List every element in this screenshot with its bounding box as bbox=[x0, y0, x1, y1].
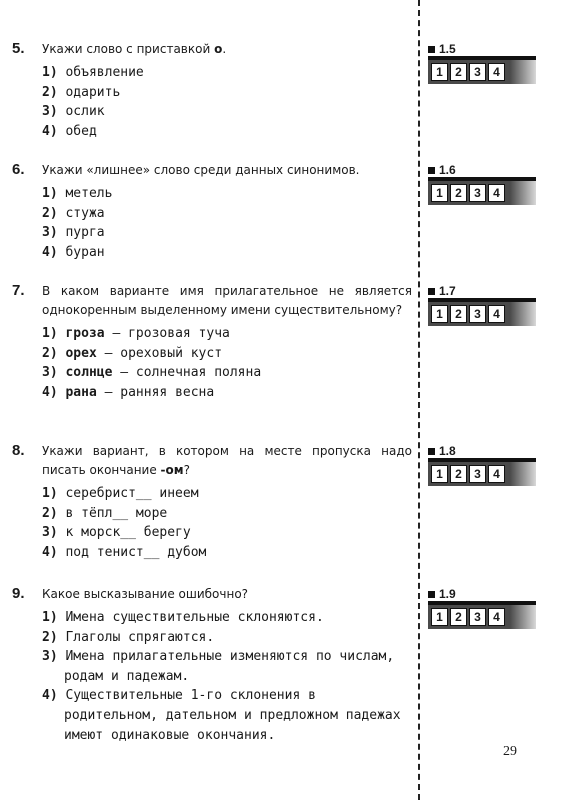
answer-label: 1.6 bbox=[439, 163, 456, 177]
question-9 bbox=[12, 585, 412, 745]
answer-option-2[interactable]: 2 bbox=[450, 305, 467, 323]
answer-option-2[interactable]: 2 bbox=[450, 608, 467, 626]
answer-options bbox=[428, 181, 536, 205]
question-number: 9. bbox=[12, 585, 25, 602]
answer-option-3[interactable]: 3 bbox=[469, 63, 486, 81]
answer-option-4[interactable]: 4 bbox=[488, 608, 505, 626]
option: 3) ослик bbox=[42, 104, 105, 120]
option: 3) Имена прилагательные изменяются по числам, родам и падежам. bbox=[42, 649, 395, 684]
answer-label: 1.9 bbox=[439, 587, 456, 601]
options-list bbox=[42, 63, 412, 141]
answer-options bbox=[428, 462, 536, 486]
answer-block-1-7 bbox=[428, 284, 536, 326]
answer-block-1-9 bbox=[428, 587, 536, 629]
option: 4) обед bbox=[42, 123, 97, 139]
answer-option-1[interactable]: 1 bbox=[431, 63, 448, 81]
option: 1) Имена существительные склоняются. bbox=[42, 610, 324, 625]
options-list bbox=[42, 608, 412, 745]
question-number: 6. bbox=[12, 161, 25, 178]
answer-options bbox=[428, 605, 536, 629]
option: 4) рана — ранняя весна bbox=[42, 384, 215, 400]
question-7 bbox=[12, 282, 412, 402]
answer-option-4[interactable]: 4 bbox=[488, 305, 505, 323]
option: 3) пурга bbox=[42, 225, 105, 241]
option: 4) буран bbox=[42, 244, 105, 260]
answer-options bbox=[428, 60, 536, 84]
square-bullet-icon bbox=[428, 591, 435, 598]
question-number: 5. bbox=[12, 40, 25, 57]
option: 2) орех — ореховый куст bbox=[42, 345, 223, 361]
answer-option-1[interactable]: 1 bbox=[431, 465, 448, 483]
option: 1) метель bbox=[42, 186, 113, 201]
answer-option-2[interactable]: 2 bbox=[450, 184, 467, 202]
square-bullet-icon bbox=[428, 167, 435, 174]
answer-option-1[interactable]: 1 bbox=[431, 305, 448, 323]
answer-option-4[interactable]: 4 bbox=[488, 63, 505, 81]
answer-option-2[interactable]: 2 bbox=[450, 465, 467, 483]
question-5 bbox=[12, 40, 412, 141]
option: 1) объявление bbox=[42, 65, 144, 80]
answer-block-1-8 bbox=[428, 444, 536, 486]
option: 1) гроза — грозовая туча bbox=[42, 326, 230, 341]
answer-option-3[interactable]: 3 bbox=[469, 608, 486, 626]
answer-block-1-6 bbox=[428, 163, 536, 205]
option: 3) солнце — солнечная поляна bbox=[42, 365, 262, 381]
answer-option-1[interactable]: 1 bbox=[431, 608, 448, 626]
options-list bbox=[42, 484, 412, 562]
answer-option-2[interactable]: 2 bbox=[450, 63, 467, 81]
answer-option-4[interactable]: 4 bbox=[488, 184, 505, 202]
option: 2) стужа bbox=[42, 205, 105, 221]
option: 1) серебрист__ инеем bbox=[42, 486, 199, 501]
question-6 bbox=[12, 161, 412, 262]
answer-label: 1.5 bbox=[439, 42, 456, 56]
question-text: Укажи «лишнее» слово среди данных синонимов. bbox=[42, 163, 360, 177]
square-bullet-icon bbox=[428, 448, 435, 455]
cut-line bbox=[418, 0, 420, 800]
answer-option-3[interactable]: 3 bbox=[469, 184, 486, 202]
answer-block-1-5 bbox=[428, 42, 536, 84]
answer-option-1[interactable]: 1 bbox=[431, 184, 448, 202]
question-number: 7. bbox=[12, 282, 25, 299]
answer-options bbox=[428, 302, 536, 326]
answer-option-4[interactable]: 4 bbox=[488, 465, 505, 483]
answer-option-3[interactable]: 3 bbox=[469, 305, 486, 323]
answer-label: 1.7 bbox=[439, 284, 456, 298]
option: 4) Существительные 1-го склонения в родительном, дательном и предложном падежах имеют одинаковые окончания. bbox=[42, 688, 401, 743]
option: 4) под тенист__ дубом bbox=[42, 544, 207, 560]
question-text: В каком варианте имя прилагательное не является однокоренным выделенному имени существительному? bbox=[42, 284, 412, 317]
page-number: 29 bbox=[503, 744, 517, 759]
options-list bbox=[42, 324, 412, 402]
option: 2) в тёпл__ море bbox=[42, 505, 168, 521]
question-text: Укажи вариант, в котором на месте пропуска надо писать окончание -ом? bbox=[42, 444, 412, 477]
question-text: Укажи слово с приставкой о. bbox=[42, 42, 227, 56]
answer-option-3[interactable]: 3 bbox=[469, 465, 486, 483]
options-list bbox=[42, 184, 412, 262]
option: 3) к морск__ берегу bbox=[42, 525, 191, 541]
question-8 bbox=[12, 442, 412, 562]
option: 2) одарить bbox=[42, 84, 121, 100]
question-text: Какое высказывание ошибочно? bbox=[42, 587, 249, 601]
answer-label: 1.8 bbox=[439, 444, 456, 458]
square-bullet-icon bbox=[428, 46, 435, 53]
option: 2) Глаголы спрягаются. bbox=[42, 629, 215, 645]
square-bullet-icon bbox=[428, 288, 435, 295]
question-number: 8. bbox=[12, 442, 25, 459]
